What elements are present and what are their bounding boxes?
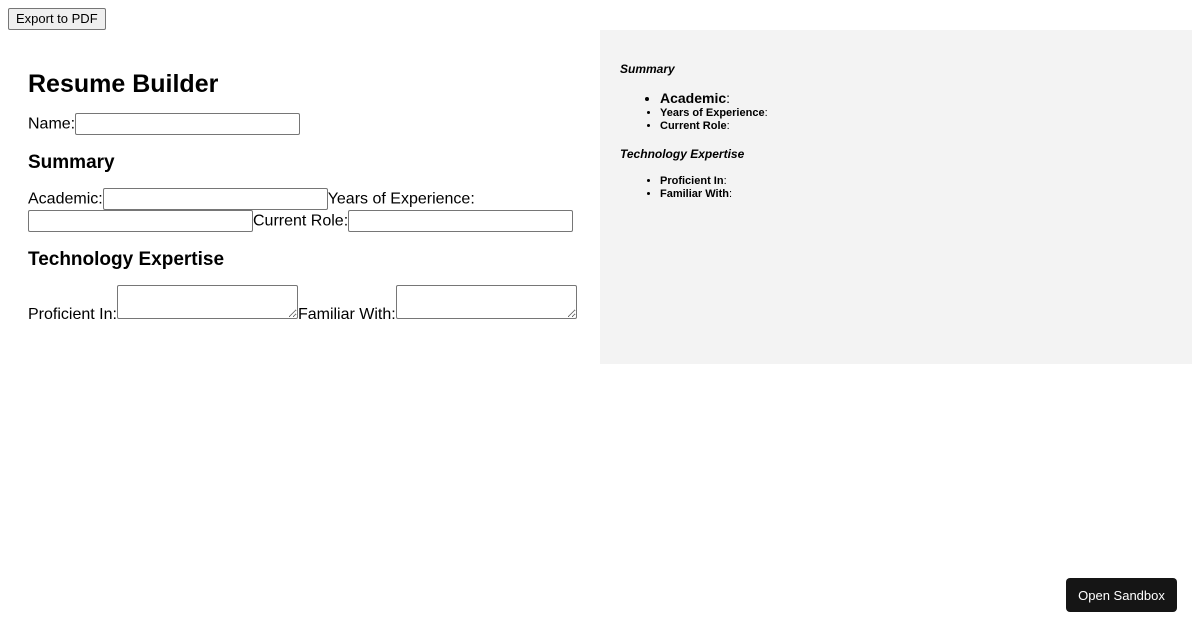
editor-panel (8, 30, 600, 346)
preview-proficient-suffix: : (723, 175, 727, 187)
academic-input[interactable] (103, 188, 328, 210)
preview-proficient-label: Proficient In (660, 175, 724, 187)
name-input[interactable] (75, 113, 300, 135)
preview-academic-label: Academic (660, 90, 727, 106)
name-label: Name: (28, 115, 76, 133)
proficient-in-textarea[interactable] (117, 285, 298, 319)
preview-academic-suffix: : (726, 90, 731, 106)
preview-tech-heading: Technology Expertise (620, 147, 745, 161)
page-title: Resume Builder (28, 70, 219, 98)
preview-summary-heading: Summary (620, 62, 675, 76)
preview-role-label: Current Role (660, 120, 727, 132)
preview-summary-list (620, 90, 1172, 133)
preview-years-label: Years of Experience (660, 107, 765, 119)
summary-fields (28, 188, 580, 233)
academic-label: Academic: (28, 190, 103, 207)
list-item (660, 90, 1172, 107)
current-role-label: Current Role: (253, 212, 349, 230)
list-item (660, 175, 1172, 188)
proficient-in-label: Proficient In: (28, 305, 117, 323)
resume-preview-panel (600, 30, 1192, 364)
preview-years-suffix: : (764, 107, 768, 119)
familiar-with-textarea[interactable] (396, 285, 577, 319)
tech-fields (28, 285, 580, 326)
open-sandbox-button[interactable]: Open Sandbox (1066, 578, 1177, 612)
name-row (28, 113, 580, 136)
years-experience-input[interactable] (28, 210, 253, 232)
technology-expertise-heading: Technology Expertise (28, 248, 225, 270)
list-item (660, 120, 1172, 133)
summary-heading: Summary (28, 151, 115, 173)
list-item (660, 188, 1172, 201)
current-role-input[interactable] (348, 210, 573, 232)
familiar-with-label: Familiar With: (297, 305, 396, 323)
preview-tech-list (620, 175, 1172, 201)
preview-familiar-label: Familiar With (660, 188, 729, 200)
preview-familiar-suffix: : (728, 188, 733, 200)
list-item (660, 107, 1172, 120)
preview-role-suffix: : (726, 120, 730, 132)
years-experience-label: Years of Experience: (327, 190, 475, 207)
export-pdf-button[interactable]: Export to PDF (8, 8, 106, 30)
